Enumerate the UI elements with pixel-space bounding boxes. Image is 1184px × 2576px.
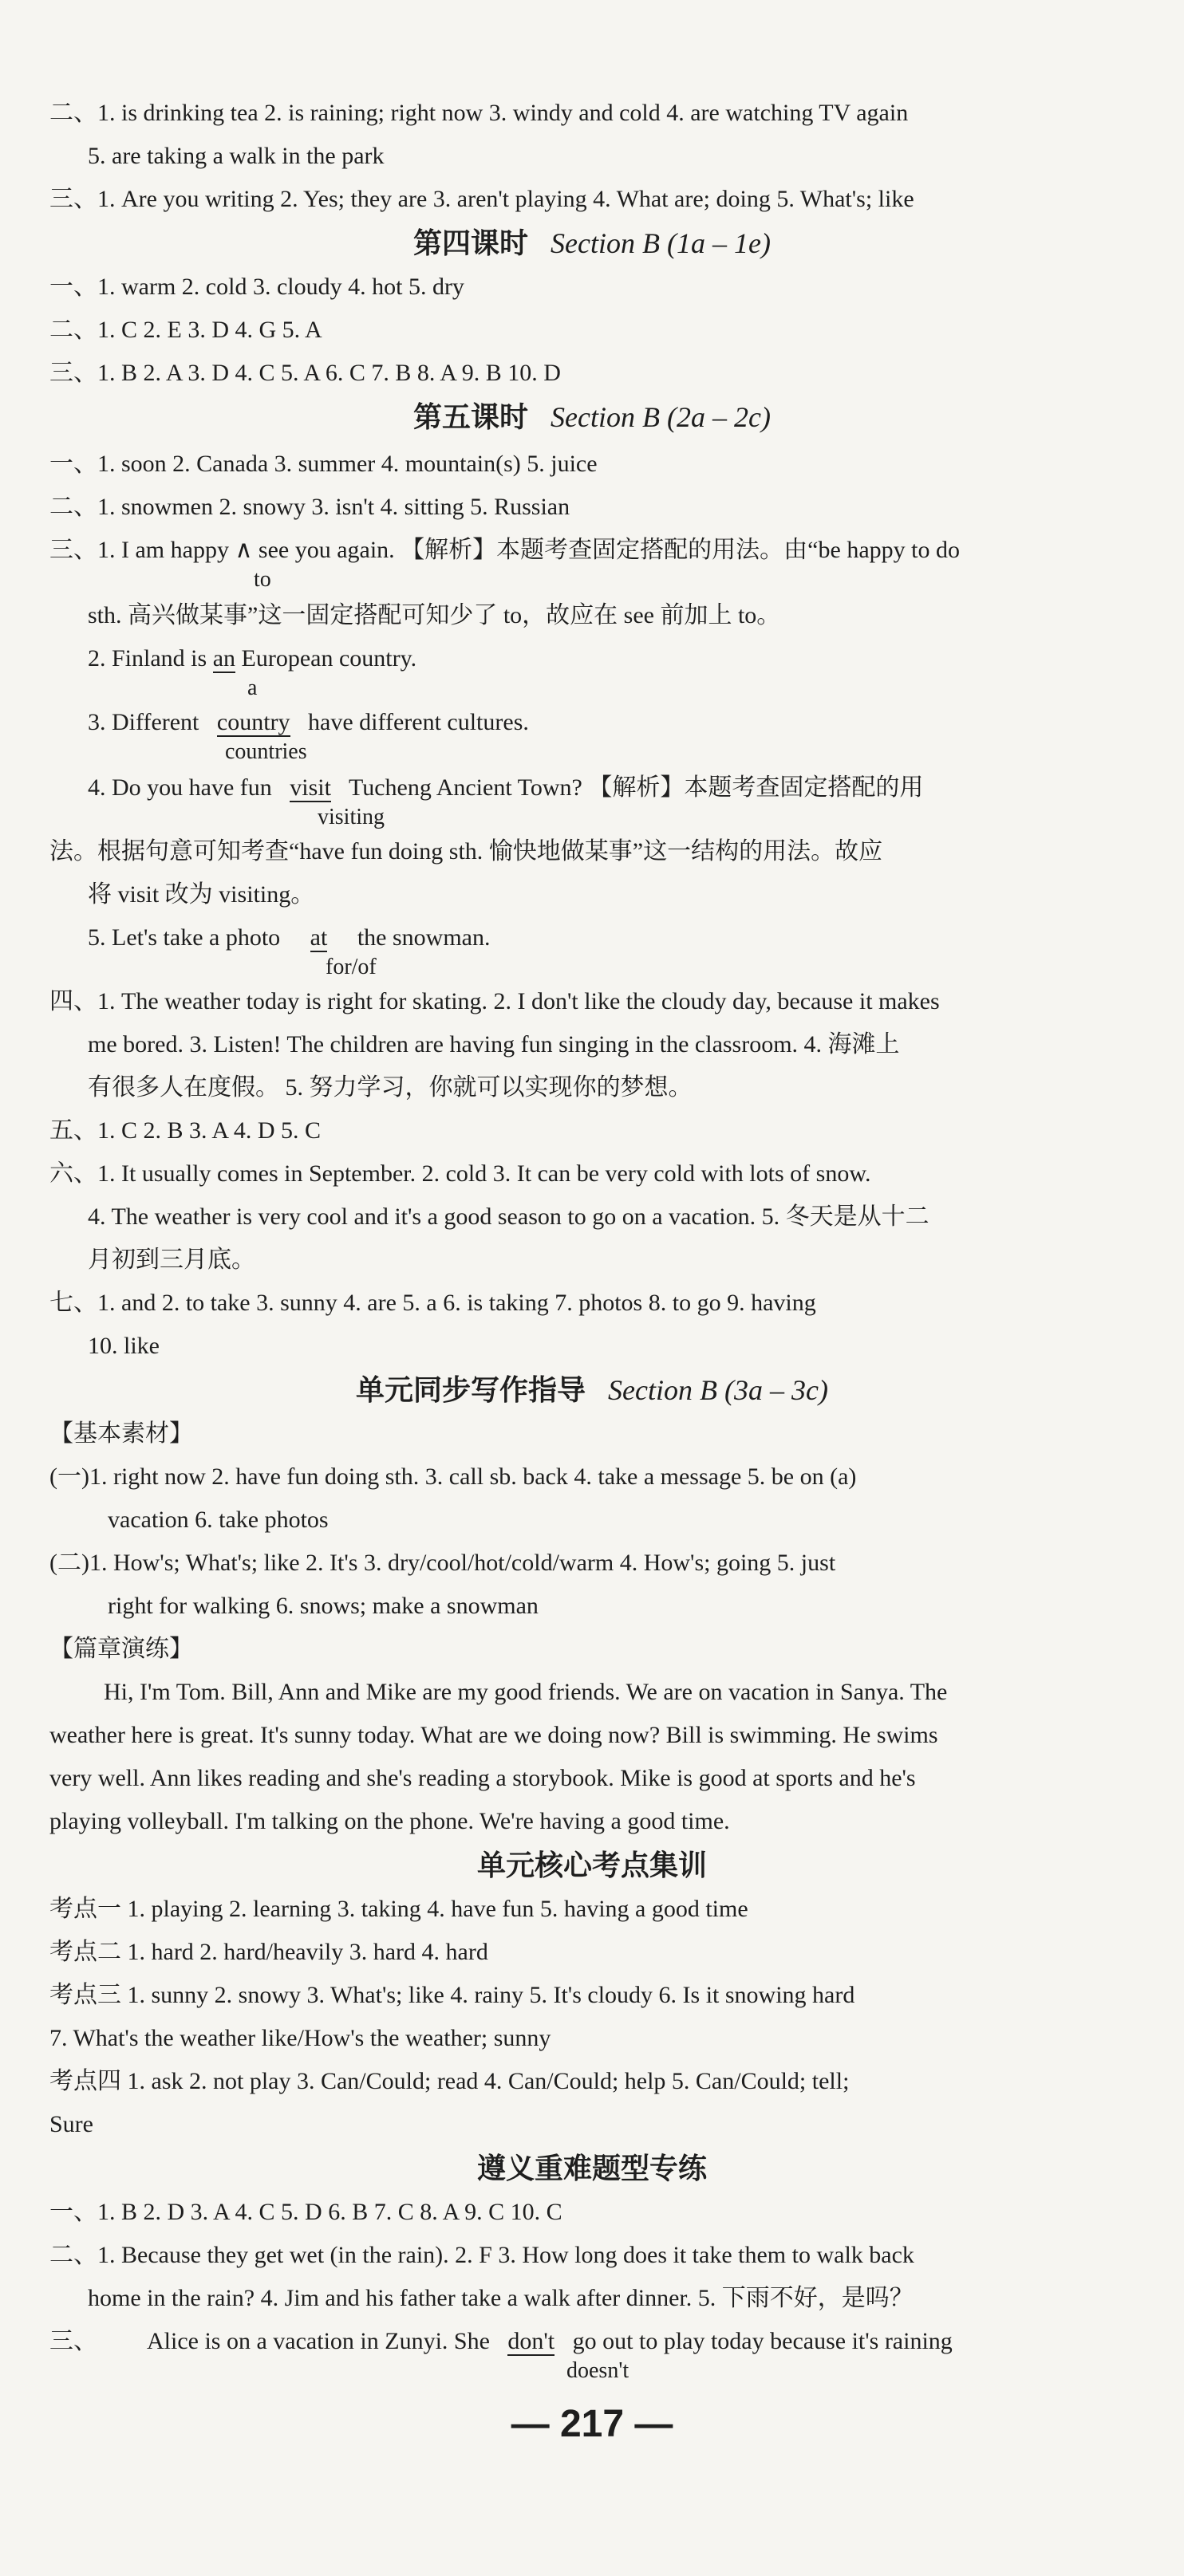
answer-line: 一、1. B 2. D 3. A 4. C 5. D 6. B 7. C 8. A 9. C 10. C: [49, 2199, 562, 2225]
correction-text: countries: [225, 739, 307, 764]
answer-line: 三、1. B 2. A 3. D 4. C 5. A 6. C 7. B 8. A 9. B 10. D: [49, 360, 561, 386]
answer-line: 4. The weather is very cool and it's a good season to go on a vacation. 5. 冬天是从十二: [88, 1203, 929, 1230]
answer-line: me bored. 3. Listen! The children are having fun singing in the classroom. 4. 海滩上: [88, 1031, 900, 1058]
underlined-word: an: [212, 645, 236, 672]
section-heading: 第五课时 Section B (2a – 2c): [413, 400, 771, 434]
section-heading: 单元核心考点集训: [476, 1849, 707, 1882]
answer-line: right for walking 6. snows; make a snowman: [108, 1593, 539, 1619]
answer-line: 一、1. soon 2. Canada 3. summer 4. mountain(s) 5. juice: [49, 451, 598, 477]
answer-line: 考点三 1. sunny 2. snowy 3. What's; like 4. rainy 5. It's cloudy 6. Is it snowing hard: [49, 1982, 855, 2008]
answer-line: weather here is great. It's sunny today. What are we doing now? Bill is swimming. He swims: [49, 1722, 938, 1748]
answer-line: 二、1. Because they get wet (in the rain). 2. F 3. How long does it take them to walk back: [49, 2242, 914, 2268]
answer-line: sth. 高兴做某事”这一固定搭配可知少了 to，故应在 see 前加上 to。: [88, 602, 781, 628]
answer-line: Hi, I'm Tom. Bill, Ann and Mike are my good friends. We are on vacation in Sanya. The: [104, 1679, 948, 1705]
answer-line: 法。根据句意可知考查“have fun doing sth. 愉快地做某事”这一结构的用法。故应: [49, 838, 883, 865]
answer-line: Sure: [49, 2111, 93, 2137]
answer-line: Alice is on a vacation in Zunyi. She don't go out to play today because it's raining: [147, 2328, 953, 2354]
answer-line: 【基本素材】: [49, 1420, 193, 1447]
answer-line: 3. Different country have different cultures.: [88, 709, 529, 735]
section-heading: 单元同步写作指导 Section B (3a – 3c): [356, 1373, 828, 1407]
correction-text: doesn't: [566, 2358, 629, 2383]
answer-line: 一、1. warm 2. cold 3. cloudy 4. hot 5. dry: [49, 274, 464, 300]
answer-line: 5. are taking a walk in the park: [88, 143, 385, 169]
answer-line: 四、1. The weather today is right for skating. 2. I don't like the cloudy day, because it makes: [49, 988, 940, 1014]
correction-text: to: [254, 567, 271, 592]
answer-line: 二、1. snowmen 2. snowy 3. isn't 4. sitting 5. Russian: [49, 494, 570, 520]
answer-line: very well. Ann likes reading and she's reading a storybook. Mike is good at sports and he's: [49, 1765, 916, 1791]
answer-line: 二、1. C 2. E 3. D 4. G 5. A: [49, 317, 322, 343]
section-heading: 第四课时 Section B (1a – 1e): [413, 226, 771, 260]
answer-line: 六、1. It usually comes in September. 2. cold 3. It can be very cold with lots of snow.: [49, 1160, 871, 1187]
section-heading: 遵义重难题型专练: [476, 2152, 707, 2185]
answer-line: home in the rain? 4. Jim and his father take a walk after dinner. 5. 下雨不好，是吗？: [88, 2285, 914, 2311]
answer-line: 三、1. I am happy ∧ see you again. 【解析】本题考查固定搭配的用法。由“be happy to do: [49, 537, 960, 563]
answer-line: 2. Finland is an European country.: [88, 645, 417, 672]
underlined-word: visit: [290, 774, 331, 801]
answer-line: 考点四 1. ask 2. not play 3. Can/Could; read 4. Can/Could; help 5. Can/Could; tell;: [49, 2068, 850, 2094]
answer-line: playing volleyball. I'm talking on the phone. We're having a good time.: [49, 1808, 730, 1834]
answer-line: vacation 6. take photos: [108, 1507, 329, 1533]
answer-line: 【篇章演练】: [49, 1636, 193, 1662]
answer-line: 七、1. and 2. to take 3. sunny 4. are 5. a 6. is taking 7. photos 8. to go 9. having: [49, 1290, 816, 1316]
answer-line: 考点一 1. playing 2. learning 3. taking 4. have fun 5. having a good time: [49, 1896, 748, 1922]
correction-text: a: [247, 676, 258, 700]
answer-line: 将 visit 改为 visiting。: [88, 881, 315, 908]
correction-text: for/of: [326, 955, 377, 979]
answer-line: 10. like: [88, 1333, 160, 1359]
answer-line: 7. What's the weather like/How's the weather; sunny: [49, 2025, 551, 2051]
answer-line: 5. Let's take a photo at the snowman.: [88, 924, 491, 951]
underlined-word: country: [216, 709, 290, 735]
answer-line: 有很多人在度假。 5. 努力学习，你就可以实现你的梦想。: [88, 1074, 693, 1101]
page-number: — 217 —: [511, 2403, 673, 2445]
answer-line: 三、1. Are you writing 2. Yes; they are 3. aren't playing 4. What are; doing 5. What's; like: [49, 186, 914, 212]
underlined-word: don't: [507, 2328, 555, 2354]
answer-line: 二、1. is drinking tea 2. is raining; right now 3. windy and cold 4. are watching TV again: [49, 100, 909, 126]
answer-line: (一)1. right now 2. have fun doing sth. 3. call sb. back 4. take a message 5. be on (a): [49, 1463, 857, 1490]
answer-line: 月初到三月底。: [88, 1247, 255, 1273]
answer-line: 三、: [49, 2328, 97, 2354]
answer-line: (二)1. How's; What's; like 2. It's 3. dry/cool/hot/cold/warm 4. How's; going 5. just: [49, 1550, 836, 1576]
answer-line: 考点二 1. hard 2. hard/heavily 3. hard 4. hard: [49, 1939, 488, 1965]
answer-line: 五、1. C 2. B 3. A 4. D 5. C: [49, 1117, 322, 1144]
underlined-word: at: [310, 924, 328, 951]
answer-line: 4. Do you have fun visit Tucheng Ancient Town? 【解析】本题考查固定搭配的用: [88, 774, 924, 801]
correction-text: visiting: [318, 805, 385, 829]
